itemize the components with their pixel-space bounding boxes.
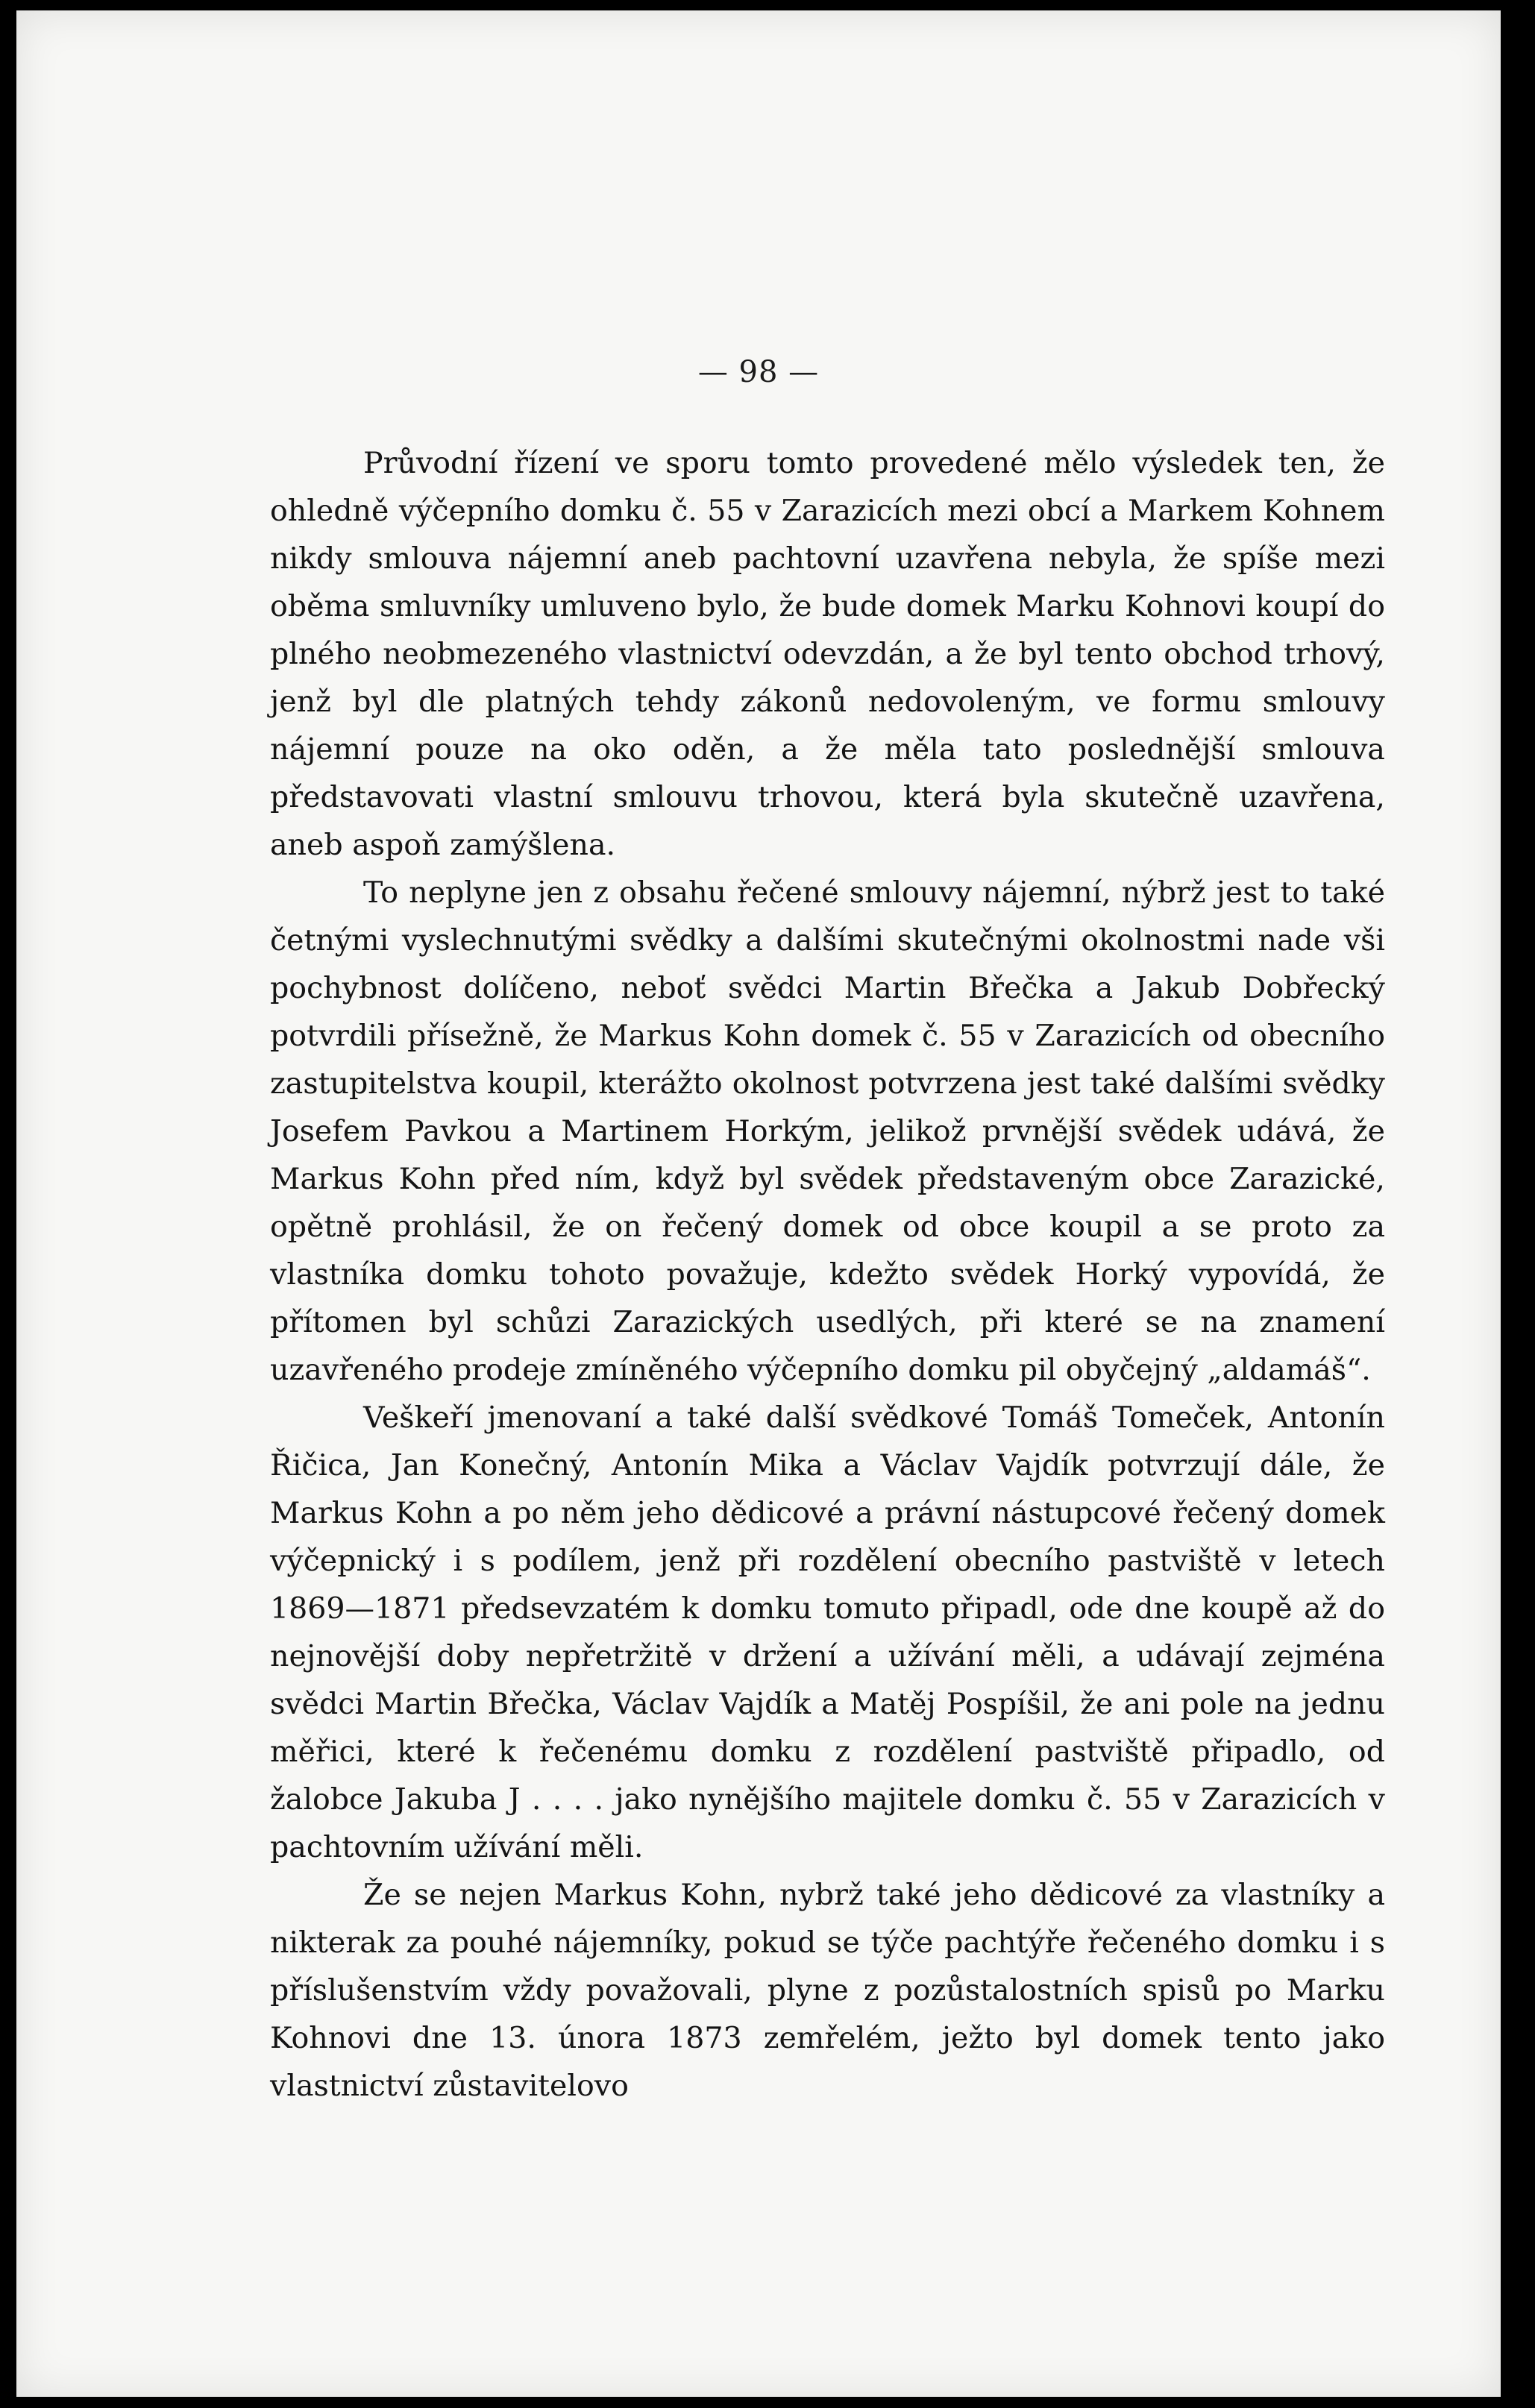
paragraph-4: Že se nejen Markus Kohn, nybrž také jeho dědicové za vlastníky a nikterak za pouhé nájemníky, pokud se týče pachtýře řečeného domku i s příslušenstvím vždy považovali, plyne z pozůstalostních spisů po Marku Kohnovi dne 13. února 1873 zemřelém, ježto byl domek tento jako vlastnictví zůstavitelovo xyxy=(270,1878,1385,2103)
document-page xyxy=(16,10,1501,2397)
page-number: — 98 — xyxy=(697,355,820,389)
paragraph-3: Veškeří jmenovaní a také další svědkové Tomáš Tomeček, Antonín Řičica, Jan Konečný, Antonín Mika a Václav Vajdík potvrzují dále, že Markus Kohn a po něm jeho dědicové a právní nástupcové řečený domek výčepnický i s podílem, jenž při rozdělení obecního pastviště v letech 1869—1871 předsevzatém k domku tomuto připadl, ode dne koupě až do nejnovější doby nepřetržitě v držení a užívání měli, a udávají zejména svědci Martin Břečka, Václav Vajdík a Matěj Pospíšil, že ani pole na jednu měřici, které k řečenému domku z rozdělení pastviště připadlo, od žalobce Jakuba J . . . . jako nynějšího majitele domku č. 55 v Zarazicích v pachtovním užívání měli. xyxy=(270,1401,1385,1864)
paragraph-1: Průvodní řízení ve sporu tomto provedené mělo výsledek ten, že ohledně výčepního domku č. 55 v Zarazicích mezi obcí a Markem Kohnem nikdy smlouva nájemní aneb pachtovní uzavřena nebyla, že spíše mezi oběma smluvníky umluveno bylo, že bude domek Marku Kohnovi koupí do plného neobmezeného vlastnictví odevzdán, a že byl tento obchod trhový, jenž byl dle platných tehdy zákonů nedovoleným, ve formu smlouvy nájemní pouze na oko oděn, a že měla tato poslednější smlouva představovati vlastní smlouvu trhovou, která byla skutečně uzavřena, aneb aspoň zamýšlena. xyxy=(270,446,1385,862)
paragraph-2: To neplyne jen z obsahu řečené smlouvy nájemní, nýbrž jest to také četnými vyslechnutými svědky a dalšími skutečnými okolnostmi nade vši pochybnost dolíčeno, neboť svědci Martin Břečka a Jakub Dobřecký potvrdili přísežně, že Markus Kohn domek č. 55 v Zarazicích od obecního zastupitelstva koupil, kterážto okolnost potvrzena jest také dalšími svědky Josefem Pavkou a Martinem Horkým, jelikož prvnější svědek udává, že Markus Kohn před ním, když byl svědek představeným obce Zarazické, opětně prohlásil, že on řečený domek od obce koupil a se proto za vlastníka domku tohoto považuje, kdežto svědek Horký vypovídá, že přítomen byl schůzi Zarazických usedlých, při které se na znamení uzavřeného prodeje zmíněného výčepního domku pil obyčejný „aldamáš“. xyxy=(270,876,1385,1387)
body-text xyxy=(270,439,1385,2110)
